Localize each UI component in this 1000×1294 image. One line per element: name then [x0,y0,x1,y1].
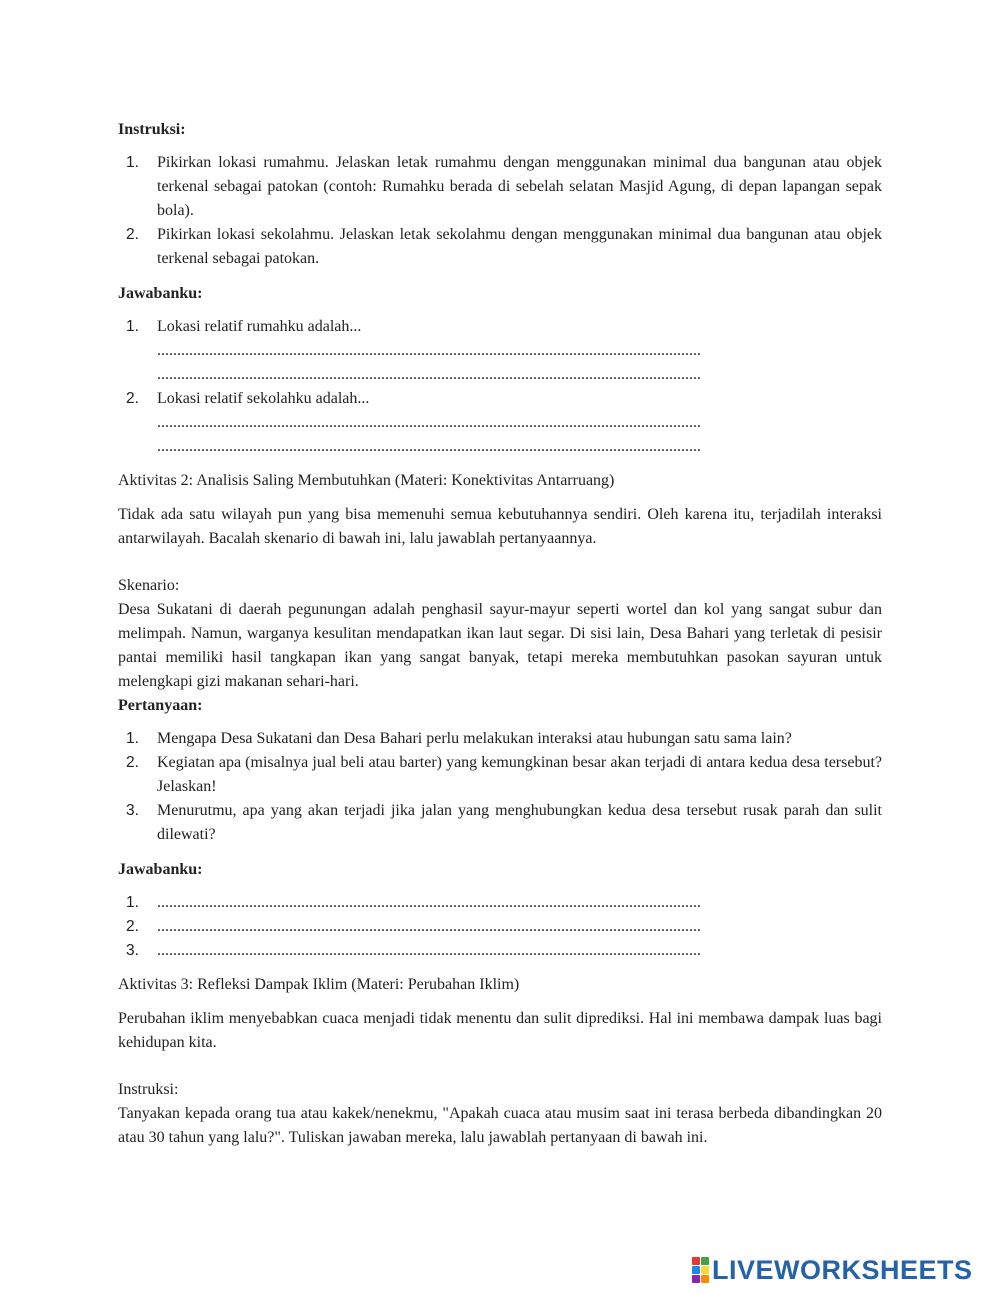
activity-title: Aktivitas 2: Analisis Saling Membutuhkan (Materi: Konektivitas Antarruang) [118,472,615,489]
logo-mark-icon [692,1257,709,1283]
list-number: 2. [126,226,139,243]
list-item [118,387,882,459]
list-item [118,151,882,223]
list-item [118,891,882,915]
list-number: 2. [126,754,139,771]
question-text: Mengapa Desa Sukatani dan Desa Bahari perlu melakukan interaksi atau hubungan satu sama lain? [157,730,792,747]
list-item-text: Pikirkan lokasi sekolahmu. Jelaskan letak sekolahmu dengan menggunakan minimal dua bangunan atau objek terkenal sebagai patokan. [157,226,882,267]
liveworksheets-logo[interactable] [692,1256,973,1284]
answer-blank-line[interactable]: ........................................................................................................................................ [157,438,701,455]
question-text: Menurutmu, apa yang akan terjadi jika jalan yang menghubungkan kedua desa tersebut rusak parah dan sulit dilewati? [157,802,882,843]
instruction-text: Tanyakan kepada orang tua atau kakek/nenekmu, "Apakah cuaca atau musim saat ini terasa berbeda dibandingkan 20 atau 30 tahun yang lalu?". Tuliskan jawaban mereka, lalu jawablah pertanyaan di bawah ini. [118,1105,882,1146]
question-list [118,727,882,847]
answer-blank-line[interactable]: ........................................................................................................................................ [157,918,701,935]
list-number: 3. [126,802,139,819]
scenario-text: Desa Sukatani di daerah pegunungan adalah penghasil sayur-mayur seperti wortel dan kol yang sangat subur dan melimpah. Namun, warganya kesulitan mendapatkan ikan laut segar. Di sisi lain, Desa Bahari yang terletak di pesisir pantai memiliki hasil tangkapan ikan yang sangat banyak, tetapi mereka membutuhkan pasokan sayuran untuk melengkapi gizi makanan sehari-hari. [118,601,882,690]
scenario-label: Skenario: [118,577,180,594]
list-item [118,799,882,847]
answer-blank-line[interactable]: ........................................................................................................................................ [157,366,701,383]
section-heading-jawabanku: Jawabanku: [118,285,203,302]
logo-text: LIVEWORKSHEETS [712,1255,973,1285]
answer-blank-line[interactable]: ........................................................................................................................................ [157,894,701,911]
list-number: 2. [126,390,139,407]
list-number: 2. [126,918,139,935]
list-number: 3. [126,942,139,959]
answer-blank-line[interactable]: ........................................................................................................................................ [157,942,701,959]
list-number: 1. [126,318,139,335]
activity-intro: Perubahan iklim menyebabkan cuaca menjadi tidak menentu dan sulit diprediksi. Hal ini membawa dampak luas bagi kehidupan kita. [118,1010,882,1051]
worksheet-page [118,118,882,1150]
activity-intro: Tidak ada satu wilayah pun yang bisa memenuhi semua kebutuhannya sendiri. Oleh karena itu, terjadilah interaksi antarwilayah. Bacalah skenario di bawah ini, lalu jawablah pertanyaannya. [118,506,882,547]
answer-blank-line[interactable]: ........................................................................................................................................ [157,342,701,359]
instruction-label: Instruksi: [118,1081,179,1098]
list-item [118,915,882,939]
list-number: 1. [126,730,139,747]
list-number: 1. [126,154,139,171]
section-heading-jawabanku: Jawabanku: [118,861,203,878]
list-item [118,315,882,387]
list-item-text: Pikirkan lokasi rumahmu. Jelaskan letak rumahmu dengan menggunakan minimal dua bangunan atau objek terkenal sebagai patokan (contoh: Rumahku berada di sebelah selatan Masjid Agung, di depan lapangan sepak bola). [157,154,882,219]
answer-list [118,315,882,459]
answer-blank-line[interactable]: ........................................................................................................................................ [157,414,701,431]
list-item [118,939,882,963]
list-item [118,223,882,271]
list-item [118,751,882,799]
section-heading-instruksi: Instruksi: [118,121,186,138]
answer-prompt: Lokasi relatif sekolahku adalah... [157,390,370,407]
list-number: 1. [126,894,139,911]
activity-title: Aktivitas 3: Refleksi Dampak Iklim (Materi: Perubahan Iklim) [118,976,520,993]
list-item [118,727,882,751]
answer-prompt: Lokasi relatif rumahku adalah... [157,318,362,335]
questions-heading: Pertanyaan: [118,697,203,714]
answer-list [118,891,882,963]
instruction-list [118,151,882,271]
question-text: Kegiatan apa (misalnya jual beli atau barter) yang kemungkinan besar akan terjadi di antara kedua desa tersebut? Jelaskan! [157,754,882,795]
